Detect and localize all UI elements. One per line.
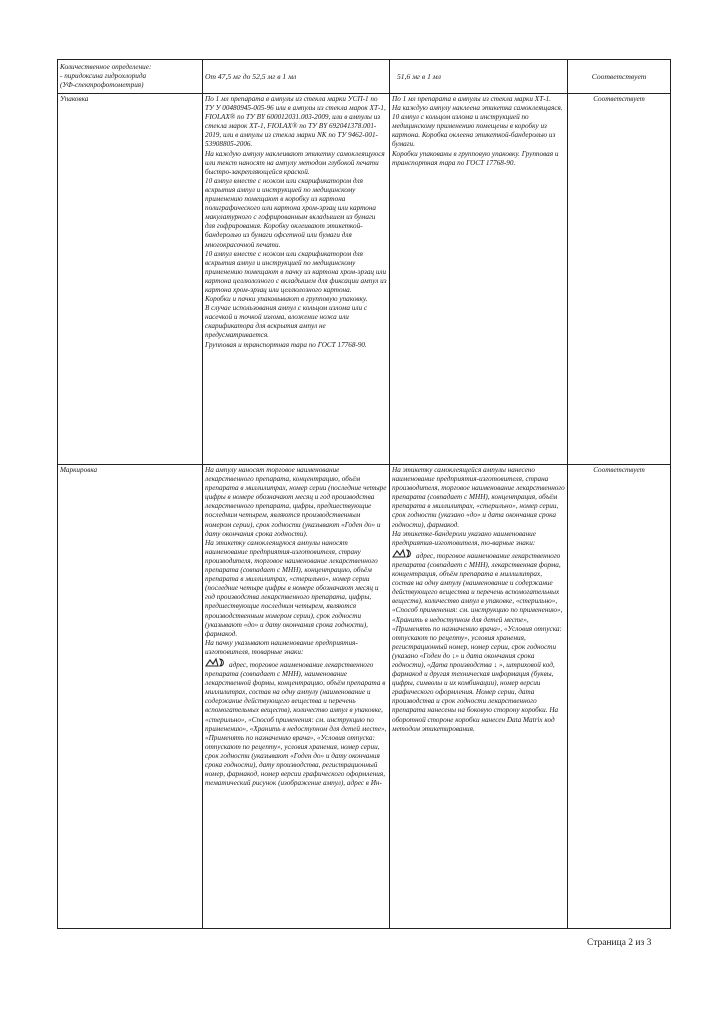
norm-cell — [203, 94, 390, 465]
norm-paragraph: В случае использования ампул с кольцом излома или с насечкой и точкой излома, вложение ножа или скарификатора для вскрытия ампул не предусматривается. — [205, 304, 368, 340]
table-row — [58, 465, 671, 929]
norm-paragraph: 10 ампул вместе с ножом или скарификатором для вскрытия ампул и инструкцией по медицинскому применению помещают в коробку из картона полиграфического или картона хром-эрзац или картона макулатурного с гофрированным вкладышем из бумаги для гофрирования. Коробку оклеивают этикеткой-бандеролью из бумаги офсетной или бумаги для многокрасочной печати. — [205, 176, 377, 249]
norm-text: От 47,5 мг до 52,5 мг в 1 мл — [205, 71, 297, 81]
norm-paragraph: Коробки и пачки упаковывают в групповую упаковку. — [205, 295, 368, 304]
result-cell — [390, 60, 568, 94]
norm-paragraph: 10 ампул вместе с ножом или скарификатором для вскрытия ампул и инструкцией по медицинскому применению помещают в пачку из картона хром-эрзац или картона целлюлозного с вкладышем для фиксации ампул из картона хром-эрзац или целлюлозного картона. — [205, 249, 387, 294]
row-label-text: Маркировка — [60, 466, 98, 474]
verdict-cell — [568, 94, 671, 465]
verdict-cell — [568, 60, 671, 94]
row-label-line: Количественное определение: — [60, 62, 152, 71]
result-paragraph: На каждую ампулу наклеена этикетка самоклеящаяся. 10 ампул с кольцом излома и инструкцией по медицинскому применению помещены в коробку из картона. Коробка оклеена этикеткой-бандеролью из бумаги. — [392, 104, 563, 149]
result-paragraph: По 1 мл препарата в ампулы из стекла марки ХТ-1. — [392, 95, 551, 103]
result-text: 51,6 мг в 1 мл — [397, 71, 441, 81]
norm-cell — [203, 465, 390, 929]
verdict-text: Соответствует — [593, 95, 645, 103]
row-label — [58, 465, 203, 929]
page-number: Страница 2 из 3 — [587, 938, 652, 948]
norm-paragraph — [205, 657, 387, 788]
norm-paragraph: На каждую ампулу наклеивают этикетку самоклеящуюся или текст наносят на ампулу методом глубокой печати быстро-закрепляющейся краской. — [205, 149, 385, 176]
table-row — [58, 60, 671, 94]
result-paragraph: На этикетке-бандероли указано наименование предприятия-изготовителя, то-варные знаки: — [392, 529, 536, 547]
norm-cell — [203, 60, 390, 94]
result-cell — [390, 465, 568, 929]
norm-paragraph: Групповая и транспортная тара по ГОСТ 17768-90. — [205, 340, 367, 349]
verdict-text: Соответствует — [591, 71, 647, 81]
norm-paragraph: На пачку указывают наименование предприятия-изготовителя, товарные знаки: — [205, 638, 358, 656]
row-label — [58, 60, 203, 94]
spec-table — [57, 59, 671, 929]
result-paragraph — [392, 548, 565, 734]
norm-text: адрес, торговое наименование лекарственного препарата (совпадает с МНН), наименование лекарственной формы, концентрацию, объём препарата в миллилитрах, состав на одну ампулу (наименование и содержание действующего вещества и перечень вспомогательных веществ), количество ампул в упаковке, «стерильно», «Способ применения: см. инструкцию по применению», «Хранить в недоступном для детей месте», «Применять по назначению врача», «Условия отпуска: отпускают по рецепту», условия хранения, номер серии, срок годности (указывают «Годен до» и дату окончания срока годности), дату производства, регистрационный номер, фармакод, номер версии графического оформления, тематический рисунок (изображение ампул), адрес в Ин- — [205, 660, 387, 788]
row-label-line: (УФ-спектрофотометрия) — [60, 81, 144, 90]
row-label-text: Упаковка — [60, 95, 89, 103]
verdict-cell — [568, 465, 671, 929]
table-row — [58, 94, 671, 465]
logo-icon — [205, 657, 227, 670]
norm-paragraph: На ампулу наносят торговое наименование лекарственного препарата, концентрацию, объём препарата в миллилитрах, номер серии (последние четыре цифры в номере обозначают месяц и год производства лекарственного препарата, цифры, предшествующие последним четырем, являются производственным номером серии), срок годности (указывают «Годен до» и дату окончания срока годности). — [205, 466, 387, 538]
row-label — [58, 94, 203, 465]
result-paragraph: На этикетку самоклеящейся ампулы нанесено наименование предприятия-изготовителя, страна производителя, торговое наименование лекарственного препарата (совпадает с МНН), концентрация, объём препарата в миллилитрах, «стерильно», номер серии, срок годности (указано «до» и дата окончания срока годности), фармакод. — [392, 466, 565, 529]
norm-paragraph: По 1 мл препарата в ампулы из стекла марки УСП-1 по ТУ У 00480945-005-96 или в ампулы из стекла марок ХТ-1, FIOLAX® по ТУ BY 600012031.003-2009, или в ампулы из стекла марок ХТ-1, FIOLAX® по ТУ BY 692041378.001-2019, или в ампулы из стекла марки NK по ТУ 9462-001-53908805-2006. — [205, 95, 386, 149]
result-cell — [390, 94, 568, 465]
result-text: адрес, торговое наименование лекарственного препарата (совпадает с МНН), лекарственная форма, концентрация, объём препарата в миллилитрах, состав на одну ампулу (наименование и содержание действующего вещества и перечень вспомогательных веществ), количество ампул в упаковке, «стерильно», «Способ применения: см. инструкцию по применению», «Хранить в недоступном для детей месте», «Применять по назначению врача», «Условия отпуска: отпускают по рецепту», условия хранения, регистрационный номер, номер серии, срок годности (указано «Годен до ↓» и дата окончания срока годности), «Дата производства ↓ », штриховой код, фармакод и другая техническая информация (буквы, цифры, символы и их комбинации), номер версии графического оформления. Номер серии, дата производства и срок годности лекарственного препарата нанесены на боковую сторону коробки. На оборотной стороне коробки нанесен Data Matrix код методом этикетирования. — [392, 551, 563, 733]
logo-icon — [392, 548, 414, 561]
result-paragraph: Коробки упакованы в групповую упаковку. Групповая и транспортная тара по ГОСТ 17768-90. — [392, 149, 559, 167]
norm-paragraph: На этикетку самоклеящуюся ампулы наносят наименование предприятия-изготовителя, страну производителя, торговое наименование лекарственного препарата (совпадает с МНН), концентрацию, объём препарата в миллилитрах, «стерильно», номер серии (последние четыре цифры в номере обозначают месяц и год производства лекарственного препарата, цифры, предшествующие последним четырем, являются производственным номером серии), срок годности (указывают «до» и дату окончания срока годности), фармакод. — [205, 538, 379, 638]
verdict-text: Соответствует — [593, 466, 645, 474]
row-label-line: - пиридоксина гидрохлорида — [60, 71, 147, 80]
